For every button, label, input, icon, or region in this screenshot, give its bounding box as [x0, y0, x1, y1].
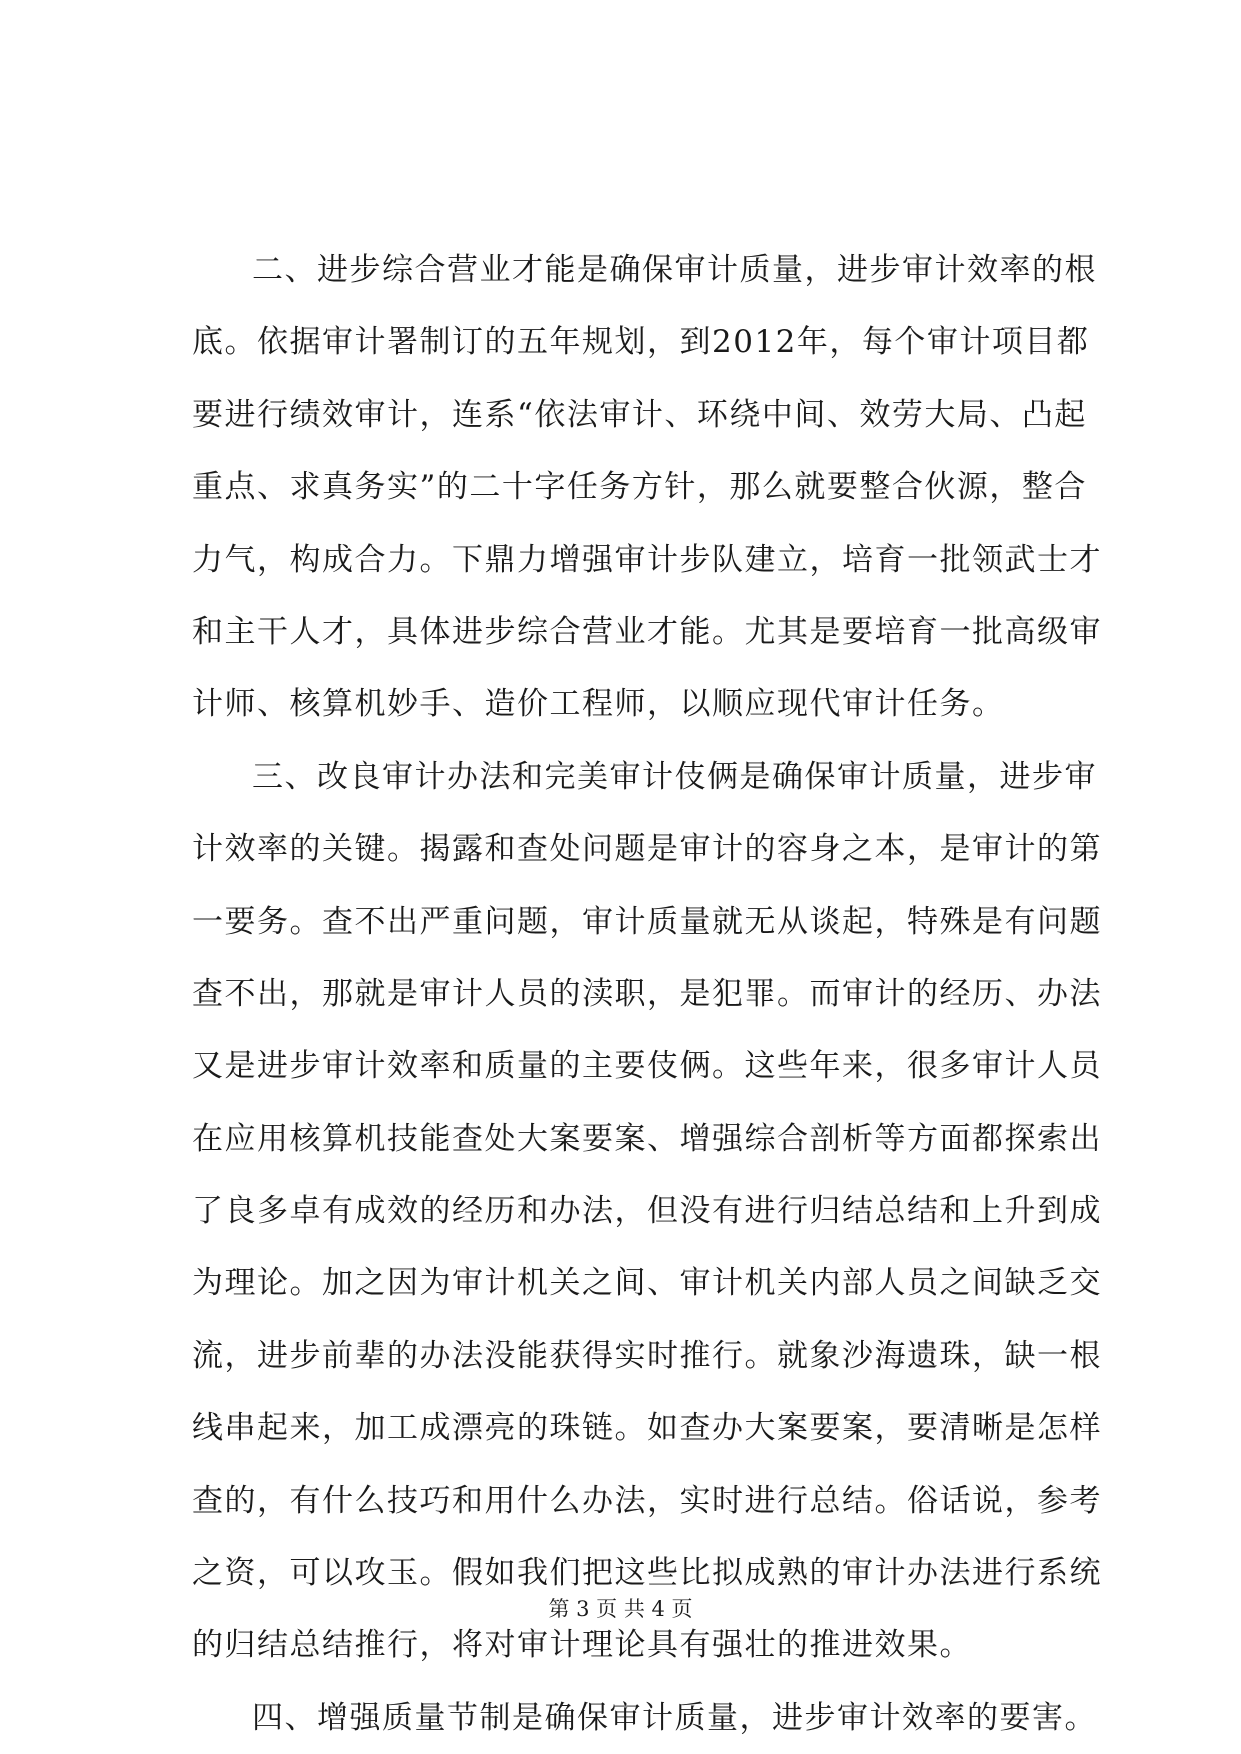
paragraph-3-line: 之资，可以攻玉。假如我们把这些比拟成熟的审计办法进行系统: [192, 1555, 1102, 1592]
paragraph-3-line: 查不出，那就是审计人员的渎职，是犯罪。而审计的经历、办法: [192, 975, 1102, 1012]
paragraph-3-line: 三、改良审计办法和完美审计伎俩是确保审计质量，进步审: [252, 758, 1097, 795]
paragraph-3-line: 线串起来，加工成漂亮的珠链。如查办大案要案，要清晰是怎样: [192, 1410, 1102, 1447]
paragraph-2-line: 重点、求真务实”的二十字任务方针，那么就要整合伙源，整合: [192, 469, 1087, 506]
paragraph-3-line: 一要务。查不出严重问题，审计质量就无从谈起，特殊是有问题: [192, 903, 1102, 940]
paragraph-2-line: 力气，构成合力。下鼎力增强审计步队建立，培育一批领武士才: [192, 541, 1102, 578]
paragraph-2-line: 计师、核算机妙手、造价工程师，以顺应现代审计任务。: [192, 686, 1005, 723]
page-number-footer: 第 3 页 共 4 页: [548, 1597, 693, 1621]
paragraph-3-line: 计效率的关键。揭露和查处问题是审计的容身之本，是审计的第: [192, 831, 1102, 868]
paragraph-3-line: 在应用核算机技能查处大案要案、增强综合剖析等方面都探索出: [192, 1120, 1102, 1157]
paragraph-3-line: 又是进步审计效率和质量的主要伎俩。这些年来，很多审计人员: [192, 1048, 1102, 1085]
body-text: [192, 234, 1102, 1754]
paragraph-2-line: 二、进步综合营业才能是确保审计质量，进步审计效率的根: [252, 252, 1097, 288]
paragraph-2-line: 和主干人才，具体进步综合营业才能。尤其是要培育一批高级审: [192, 613, 1102, 650]
paragraph-2-line: 要进行绩效审计，连系“依法审计、环绕中间、效劳大局、凸起: [192, 396, 1087, 433]
paragraph-3-line: 为理论。加之因为审计机关之间、审计机关内部人员之间缺乏交: [192, 1265, 1102, 1302]
paragraph-3-line: 查的，有什么技巧和用什么办法，实时进行总结。俗话说，参考: [192, 1482, 1102, 1519]
paragraph-3-line: 了良多卓有成效的经历和办法，但没有进行归结总结和上升到成: [192, 1193, 1102, 1230]
paragraph-3-line: 流，进步前辈的办法没能获得实时推行。就象沙海遗珠，缺一根: [192, 1337, 1102, 1374]
paragraph-3-line: 的归结总结推行，将对审计理论具有强壮的推进效果。: [192, 1627, 972, 1664]
paragraph-2-line: 底。依据审计署制订的五年规划，到2012年，每个审计项目都: [192, 324, 1090, 361]
paragraph-4-line: 四、增强质量节制是确保审计质量，进步审计效率的要害。: [252, 1699, 1097, 1736]
